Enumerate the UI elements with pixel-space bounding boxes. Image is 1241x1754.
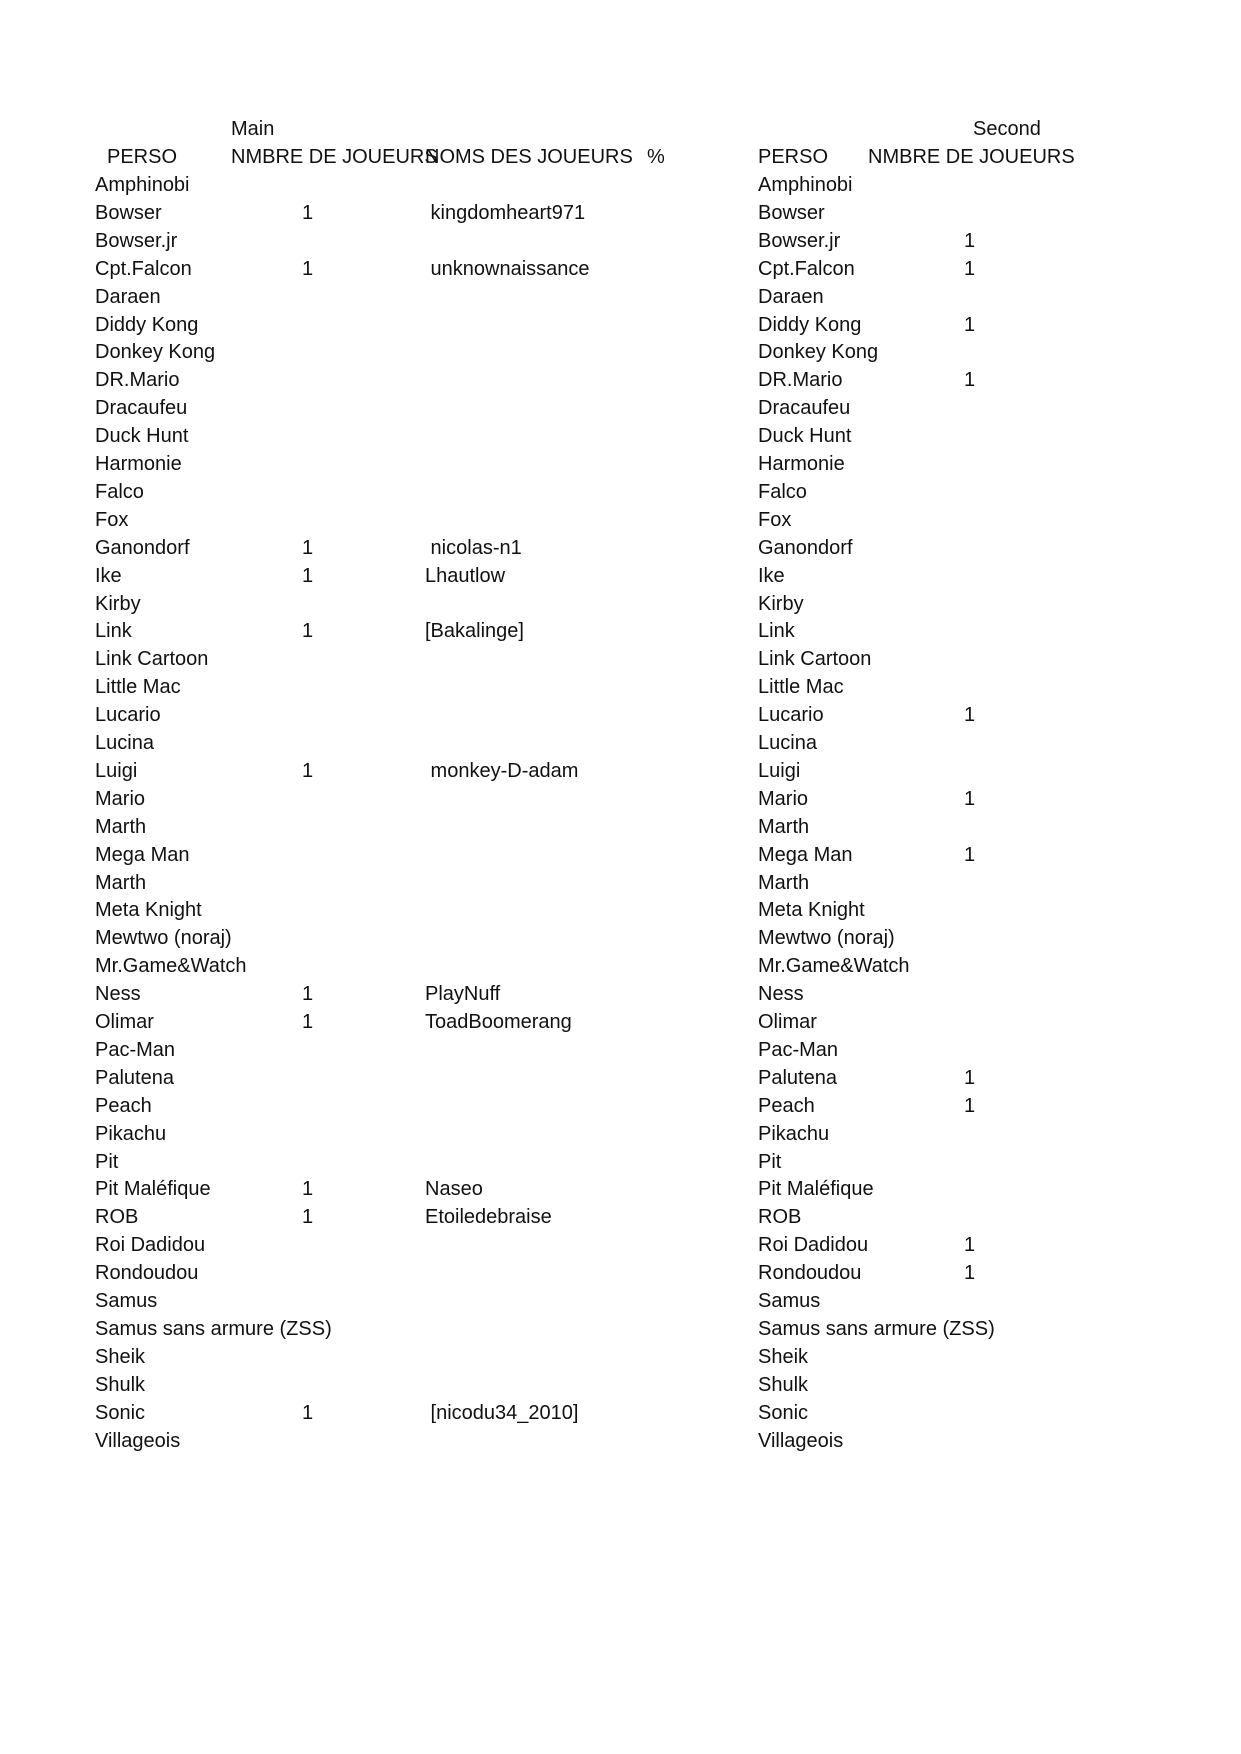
perso2-cell: Marth [758, 815, 810, 838]
perso2-cell: Ness [758, 983, 804, 1006]
perso-cell: DR.Mario [95, 369, 180, 392]
perso-cell: Bowser.jr [95, 229, 178, 252]
table-row [95, 1343, 1107, 1371]
table-row [95, 757, 1107, 785]
perso2-cell: Harmonie [758, 453, 845, 475]
table-row [95, 1092, 1107, 1120]
perso2-cell: Peach [758, 1094, 815, 1117]
perso-cell: Pac-Man [95, 1038, 176, 1061]
table-row [95, 171, 1107, 199]
perso2-cell: Bowser.jr [758, 229, 841, 252]
perso2-cell: Marth [758, 871, 810, 894]
main-count-cell: 1 [302, 1178, 314, 1201]
perso2-cell: Little Mac [758, 676, 844, 699]
main-count-cell: 1 [302, 1011, 314, 1033]
perso-cell: Luigi [95, 759, 138, 782]
perso2-cell: Link Cartoon [758, 648, 872, 671]
perso-cell: Cpt.Falcon [95, 257, 192, 280]
noms-header: NOMS DES JOUEURS [425, 146, 633, 168]
perso2-cell: Villageois [758, 1429, 844, 1452]
perso-cell: Pikachu [95, 1122, 167, 1145]
table-row [95, 450, 1107, 478]
main-names-cell: Etoiledebraise [425, 1206, 552, 1229]
table-row [95, 729, 1107, 757]
perso2-cell: Palutena [758, 1066, 837, 1089]
second-count-cell: 1 [964, 704, 976, 727]
main-count-cell: 1 [302, 983, 314, 1006]
table-row [95, 590, 1107, 618]
table-row [95, 506, 1107, 534]
perso-cell: Marth [95, 815, 147, 838]
main-count-cell: 1 [302, 759, 314, 782]
perso2-cell: Pit [758, 1150, 782, 1173]
second-count-cell: 1 [964, 229, 976, 252]
table-row [95, 673, 1107, 701]
perso2-cell: Sheik [758, 1345, 809, 1368]
main-names-cell: monkey-D-adam [425, 759, 579, 782]
main-names-cell: nicolas-n1 [425, 536, 522, 559]
perso2-cell: DR.Mario [758, 369, 843, 392]
main-count-cell: 1 [302, 1401, 314, 1424]
table-row [95, 1120, 1107, 1148]
second-section-label: Second [973, 118, 1041, 140]
perso2-cell: Pac-Man [758, 1038, 839, 1061]
nmbre2-header: NMBRE DE JOUEURS [868, 146, 1075, 168]
perso2-cell: Sonic [758, 1401, 809, 1424]
table-row [95, 1148, 1107, 1176]
perso2-cell: Olimar [758, 1011, 817, 1033]
table-row [95, 1231, 1107, 1259]
perso2-cell: Samus [758, 1290, 821, 1312]
table-row [95, 1064, 1107, 1092]
table-row [95, 896, 1107, 924]
second-count-cell: 1 [964, 1234, 976, 1257]
main-count-cell: 1 [302, 536, 314, 559]
perso2-cell: Mewtwo (noraj) [758, 927, 895, 950]
table-row [95, 1315, 1107, 1343]
table-row [95, 1036, 1107, 1064]
second-count-cell: 1 [964, 787, 976, 810]
main-names-cell: ToadBoomerang [425, 1011, 572, 1033]
perso2-cell: Ganondorf [758, 536, 853, 559]
table-row [95, 534, 1107, 562]
table-row [95, 1008, 1107, 1036]
table-row [95, 227, 1107, 255]
table-row [95, 283, 1107, 311]
perso2-cell: Mario [758, 787, 809, 810]
perso-cell: Little Mac [95, 676, 181, 699]
perso-cell: Sheik [95, 1345, 146, 1368]
perso-cell: Daraen [95, 285, 161, 308]
perso2-cell: Lucina [758, 732, 817, 754]
perso-cell: Bowser [95, 201, 162, 224]
table-row [95, 394, 1107, 422]
perso-cell: Olimar [95, 1011, 154, 1033]
perso2-cell: Pikachu [758, 1122, 830, 1145]
perso-cell: Mr.Game&Watch [95, 955, 247, 978]
perso2-cell: Cpt.Falcon [758, 257, 855, 280]
second-count-cell: 1 [964, 1066, 976, 1089]
main-names-cell: [nicodu34_2010] [425, 1401, 579, 1424]
main-names-cell: Naseo [425, 1178, 483, 1201]
table-row [95, 1203, 1107, 1231]
main-names-cell: unknownaissance [425, 257, 590, 280]
perso2-cell: Luigi [758, 759, 801, 782]
perso2-cell: Mr.Game&Watch [758, 955, 910, 978]
table-row [95, 1287, 1107, 1315]
perso-cell: Shulk [95, 1373, 146, 1396]
main-count-cell: 1 [302, 201, 314, 224]
perso2-cell: Mega Man [758, 843, 853, 866]
table-row [95, 924, 1107, 952]
perso2-cell: Falco [758, 480, 807, 503]
perso-cell: Samus sans armure (ZSS) [95, 1317, 332, 1340]
perso-cell: Lucina [95, 732, 154, 754]
perso-cell: Pit Maléfique [95, 1178, 211, 1201]
perso-cell: Samus [95, 1290, 158, 1312]
table-row [95, 1371, 1107, 1399]
perso-cell: ROB [95, 1206, 139, 1229]
perso2-cell: Lucario [758, 704, 824, 727]
table-row [95, 841, 1107, 869]
main-names-cell: [Bakalinge] [425, 620, 524, 643]
main-names-cell: kingdomheart971 [425, 201, 586, 224]
perso-cell: Mega Man [95, 843, 190, 866]
main-count-cell: 1 [302, 620, 314, 643]
perso2-cell: Diddy Kong [758, 313, 862, 336]
perso2-cell: Daraen [758, 285, 824, 308]
table-row [95, 311, 1107, 339]
main-count-cell: 1 [302, 564, 314, 587]
table-row [95, 813, 1107, 841]
second-count-cell: 1 [964, 1094, 976, 1117]
perso2-cell: ROB [758, 1206, 802, 1229]
percent-header: % [647, 146, 665, 168]
nmbre-header: NMBRE DE JOUEURS [231, 146, 438, 168]
perso2-header: PERSO [758, 146, 829, 168]
perso-cell: Amphinobi [95, 174, 190, 196]
table-row [95, 617, 1107, 645]
perso2-cell: Shulk [758, 1373, 809, 1396]
perso2-cell: Link [758, 620, 795, 643]
perso-cell: Donkey Kong [95, 341, 216, 364]
perso2-cell: Donkey Kong [758, 341, 879, 364]
main-names-cell: PlayNuff [425, 983, 501, 1006]
perso-cell: Link [95, 620, 132, 643]
perso-cell: Mewtwo (noraj) [95, 927, 232, 950]
table-row [95, 1399, 1107, 1427]
table-row [95, 645, 1107, 673]
table-row [95, 199, 1107, 227]
perso-cell: Villageois [95, 1429, 181, 1452]
perso2-cell: Duck Hunt [758, 425, 852, 448]
perso-cell: Fox [95, 508, 129, 531]
perso-cell: Ganondorf [95, 536, 190, 559]
table-row [95, 952, 1107, 980]
perso-cell: Pit [95, 1150, 119, 1173]
table-row [95, 562, 1107, 590]
perso-cell: Marth [95, 871, 147, 894]
table-row [95, 255, 1107, 283]
perso2-cell: Meta Knight [758, 899, 865, 922]
perso-cell: Dracaufeu [95, 397, 188, 420]
perso2-cell: Samus sans armure (ZSS) [758, 1317, 995, 1340]
perso-cell: Mario [95, 787, 146, 810]
table-row [95, 980, 1107, 1008]
main-section-label: Main [231, 118, 275, 140]
table-row [95, 422, 1107, 450]
perso-cell: Peach [95, 1094, 152, 1117]
perso2-cell: Amphinobi [758, 174, 853, 196]
table-row [95, 1175, 1107, 1203]
perso2-cell: Pit Maléfique [758, 1178, 874, 1201]
perso-cell: Harmonie [95, 453, 182, 475]
second-count-cell: 1 [964, 369, 976, 392]
perso-cell: Duck Hunt [95, 425, 189, 448]
perso-cell: Falco [95, 480, 144, 503]
main-names-cell: Lhautlow [425, 564, 506, 587]
spreadsheet-print [95, 115, 1107, 1635]
table-row [95, 869, 1107, 897]
table-row [95, 785, 1107, 813]
perso-cell: Roi Dadidou [95, 1234, 206, 1257]
table-row [95, 1259, 1107, 1287]
table-row [95, 366, 1107, 394]
perso2-cell: Fox [758, 508, 792, 531]
perso-cell: Ness [95, 983, 141, 1006]
perso2-cell: Roi Dadidou [758, 1234, 869, 1257]
second-count-cell: 1 [964, 313, 976, 336]
perso-cell: Kirby [95, 592, 141, 615]
perso2-cell: Rondoudou [758, 1262, 862, 1285]
perso2-cell: Ike [758, 564, 785, 587]
table-row [95, 338, 1107, 366]
perso-cell: Meta Knight [95, 899, 202, 922]
perso2-cell: Bowser [758, 201, 825, 224]
second-count-cell: 1 [964, 257, 976, 280]
perso-cell: Sonic [95, 1401, 146, 1424]
perso2-cell: Dracaufeu [758, 397, 851, 420]
perso-cell: Lucario [95, 704, 161, 727]
table-row [95, 1427, 1107, 1455]
main-count-cell: 1 [302, 257, 314, 280]
perso2-cell: Kirby [758, 592, 804, 615]
table-row [95, 478, 1107, 506]
perso-cell: Ike [95, 564, 122, 587]
perso-header: PERSO [107, 146, 178, 168]
perso-cell: Link Cartoon [95, 648, 209, 671]
second-count-cell: 1 [964, 843, 976, 866]
perso-cell: Rondoudou [95, 1262, 199, 1285]
second-count-cell: 1 [964, 1262, 976, 1285]
perso-cell: Palutena [95, 1066, 174, 1089]
perso-cell: Diddy Kong [95, 313, 199, 336]
main-count-cell: 1 [302, 1206, 314, 1229]
table-row [95, 701, 1107, 729]
